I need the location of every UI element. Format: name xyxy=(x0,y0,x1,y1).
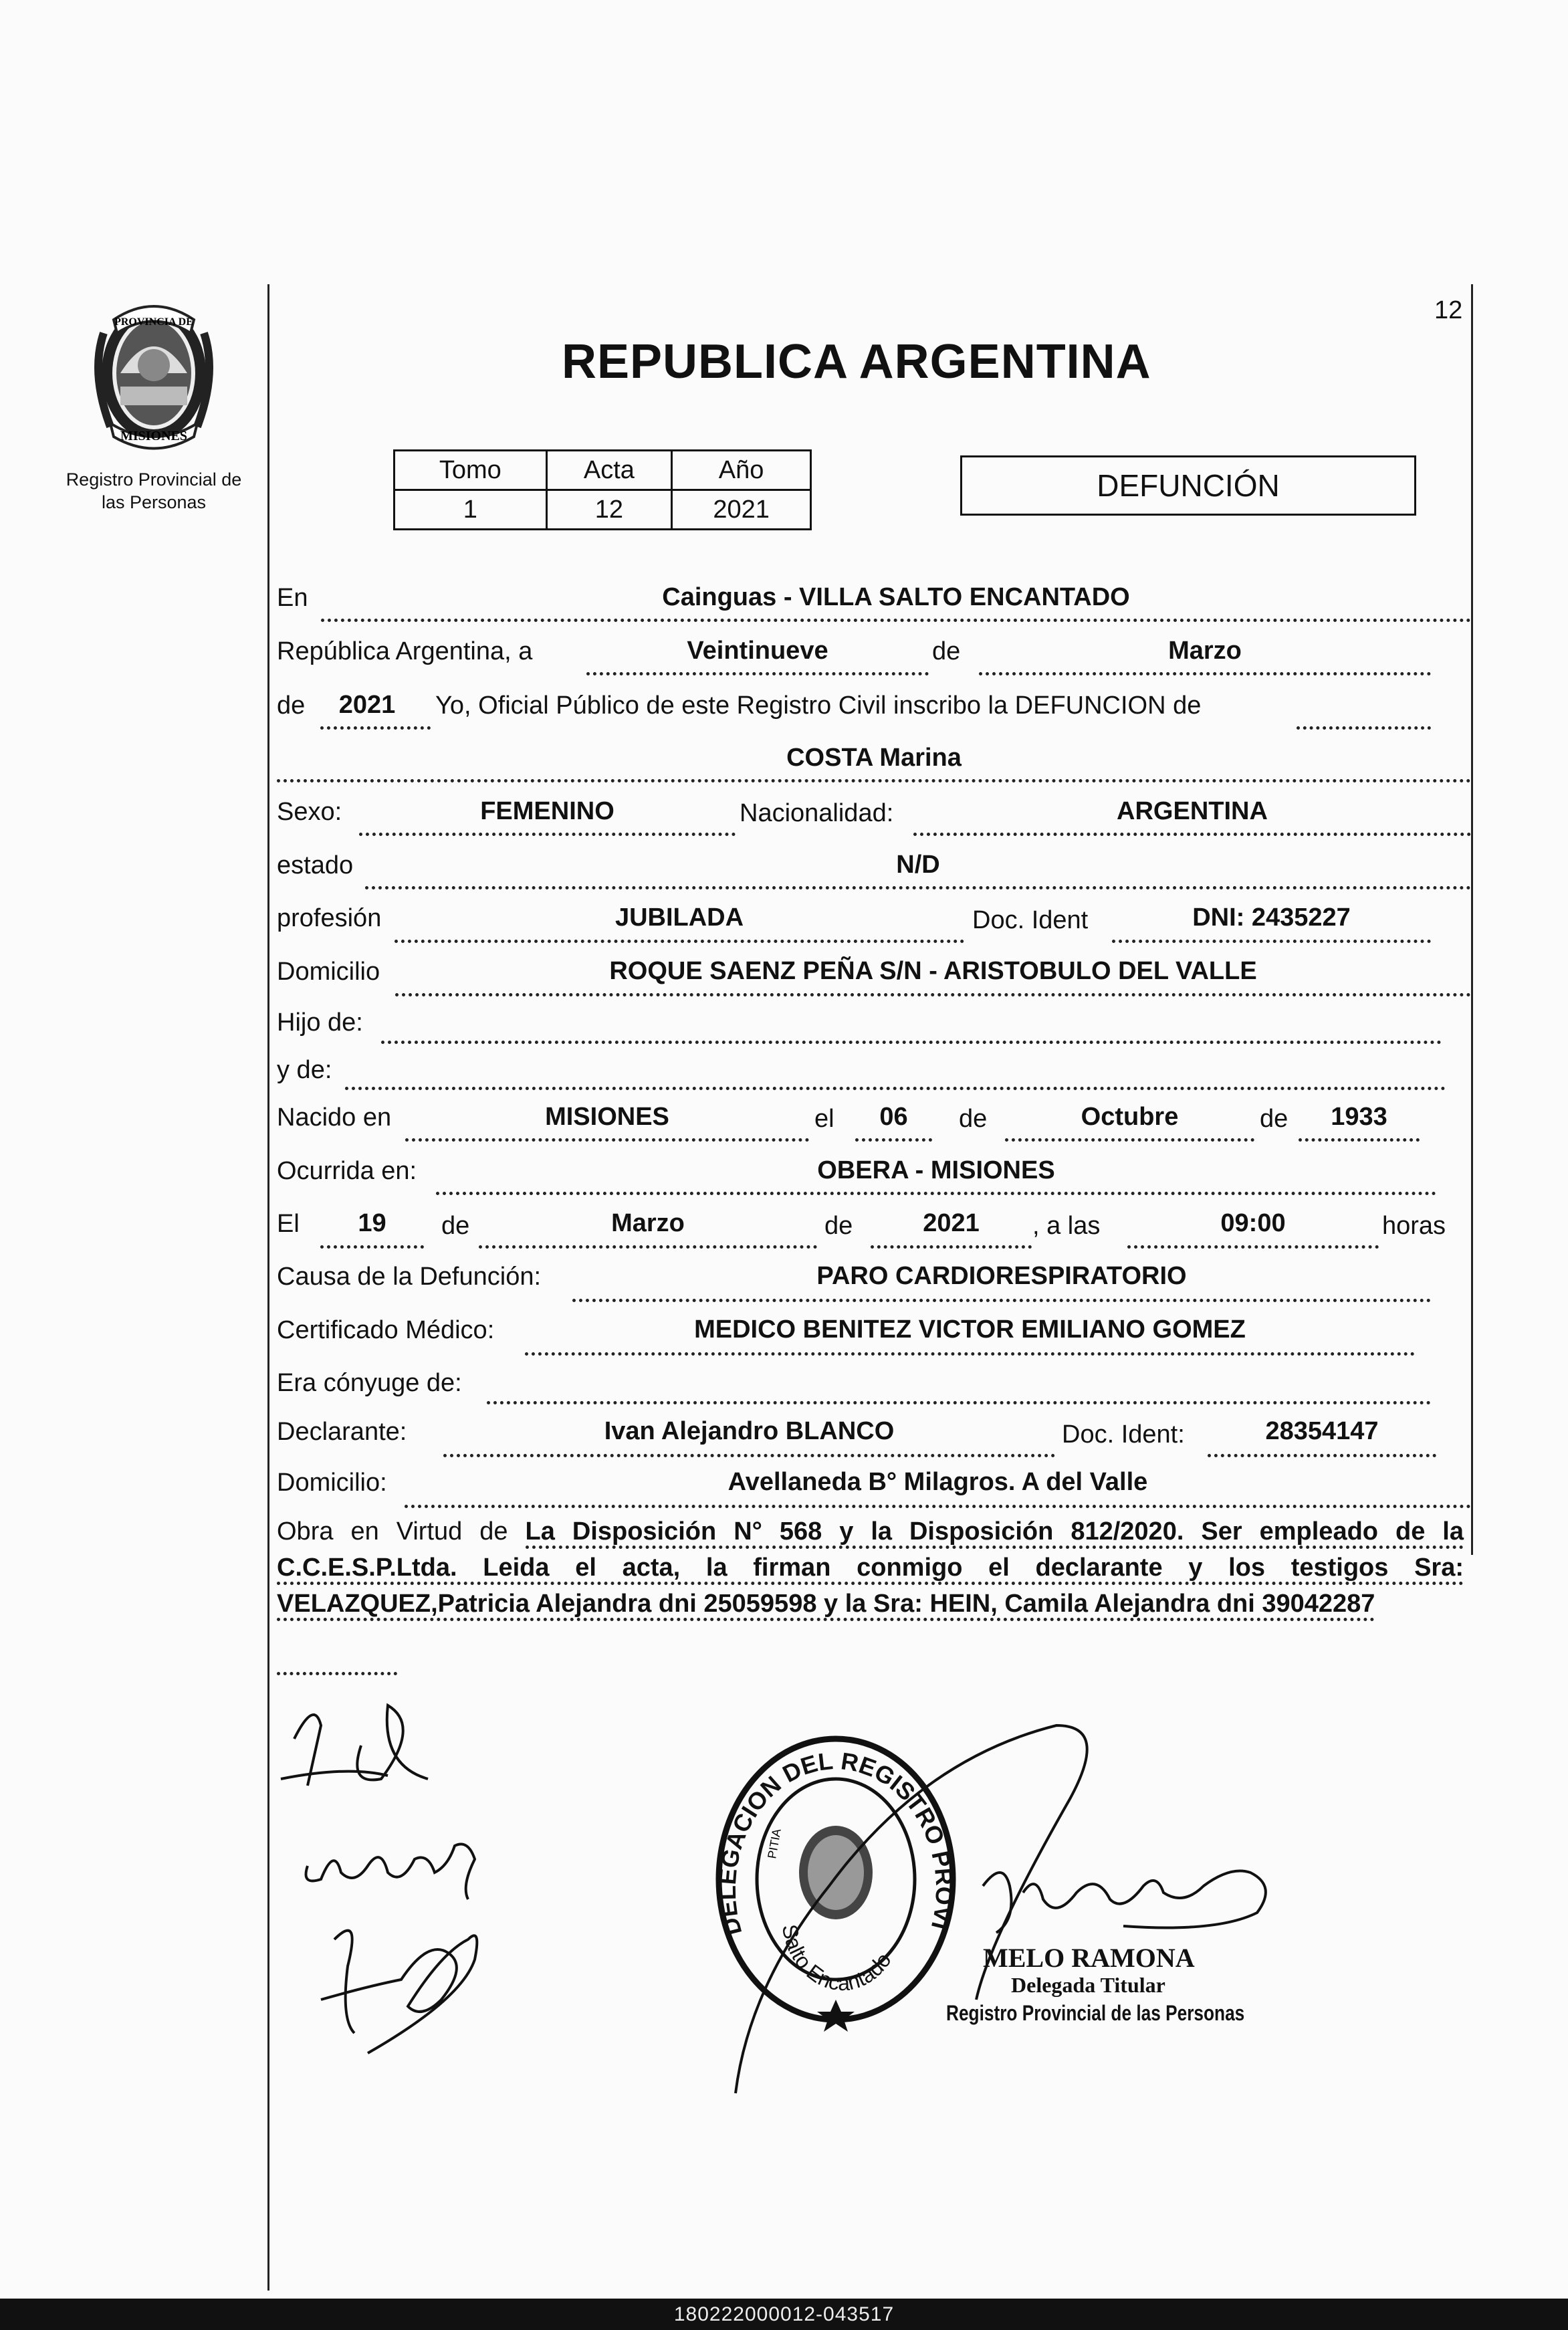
doc-value: DNI: 2435227 xyxy=(1192,904,1351,932)
y-de-dots xyxy=(345,1087,1446,1090)
stamp-inner-small: PITIA xyxy=(765,1827,784,1860)
year-dots xyxy=(320,726,431,730)
witness-signature-1 xyxy=(281,1705,428,1786)
month-dots xyxy=(979,672,1431,675)
page-title: REPUBLICA ARGENTINA xyxy=(562,335,1151,389)
declarante-label: Declarante: xyxy=(277,1418,407,1446)
nacionalidad-label: Nacionalidad: xyxy=(740,799,894,827)
obra-paragraph xyxy=(277,1513,1464,1622)
el-label: el xyxy=(814,1105,834,1133)
de-label-5: de xyxy=(824,1212,853,1240)
year-value: 2021 xyxy=(338,691,396,719)
value-tomo: 1 xyxy=(395,490,547,530)
fallec-hora-dots xyxy=(1127,1245,1379,1249)
witness-signatures xyxy=(267,1685,522,2060)
header-tomo: Tomo xyxy=(395,451,547,490)
sexo-dots xyxy=(359,833,736,836)
right-margin-line xyxy=(1471,284,1473,1555)
obra-label: Obra en Virtud de xyxy=(277,1517,508,1546)
hijo-label: Hijo de: xyxy=(277,1009,363,1037)
profesion-dots xyxy=(395,940,964,943)
en-value: Cainguas - VILLA SALTO ENCANTADO xyxy=(662,583,1130,611)
certificado-label: Certificado Médico: xyxy=(277,1316,495,1344)
fallec-anio: 2021 xyxy=(923,1209,980,1237)
sexo-value: FEMENINO xyxy=(480,797,614,825)
declarante-value: Ivan Alejandro BLANCO xyxy=(604,1417,895,1445)
de-label-1: de xyxy=(932,637,961,665)
de-label-2: de xyxy=(959,1105,988,1133)
nacido-anio: 1933 xyxy=(1331,1103,1387,1131)
causa-dots xyxy=(572,1299,1431,1302)
profesion-label: profesión xyxy=(277,904,382,932)
footer-bar xyxy=(0,2299,1568,2330)
official-office: Registro Provincial de las Personas xyxy=(946,2001,1245,2025)
conyuge-label: Era cónyuge de: xyxy=(277,1369,462,1397)
en-dots xyxy=(321,619,1471,622)
record-table xyxy=(393,449,812,530)
obra-trailing-dots xyxy=(277,1672,397,1675)
republica-label: República Argentina, a xyxy=(277,637,533,665)
day-text: Veintinueve xyxy=(687,637,828,665)
year-de-label: de xyxy=(277,692,306,720)
estado-value: N/D xyxy=(896,851,940,879)
causa-value: PARO CARDIORESPIRATORIO xyxy=(816,1262,1187,1290)
domicilio-dots xyxy=(395,993,1471,996)
value-acta: 12 xyxy=(546,490,672,530)
registry-caption-line1: Registro Provincial de xyxy=(66,469,242,490)
doc-label: Doc. Ident xyxy=(972,906,1089,934)
official-signature xyxy=(722,1719,1324,2100)
header-anio: Año xyxy=(672,451,811,490)
declarante-dots xyxy=(443,1454,1055,1457)
horas-label: horas xyxy=(1382,1212,1446,1240)
yo-text: Yo, Oficial Público de este Registro Civil inscribo la DEFUNCION de xyxy=(435,692,1202,720)
witness-signature-2 xyxy=(306,1844,475,1900)
nacido-anio-dots xyxy=(1299,1138,1420,1142)
fallec-mes-dots xyxy=(479,1245,817,1249)
nacido-mes-dots xyxy=(1005,1138,1254,1142)
decl-domicilio-label: Domicilio: xyxy=(277,1469,387,1497)
registry-caption xyxy=(40,468,267,514)
nacido-dia-dots xyxy=(855,1138,932,1142)
province-emblem-logo xyxy=(84,293,224,453)
decl-domicilio-value: Avellaneda B° Milagros. A del Valle xyxy=(727,1468,1148,1496)
header-acta: Acta xyxy=(546,451,672,490)
el-label-2: El xyxy=(277,1210,300,1238)
registry-caption-line2: las Personas xyxy=(101,492,207,512)
fallec-anio-dots xyxy=(871,1245,1032,1249)
causa-label: Causa de la Defunción: xyxy=(277,1263,542,1291)
emblem-top-text: PROVINCIA DE xyxy=(114,316,193,328)
doc-dots xyxy=(1112,940,1431,943)
estado-label: estado xyxy=(277,851,354,879)
y-de-label: y de: xyxy=(277,1056,332,1084)
ocurrida-dots xyxy=(436,1192,1436,1195)
nacido-label: Nacido en xyxy=(277,1103,392,1132)
record-type-box: DEFUNCIÓN xyxy=(960,455,1416,516)
day-dots xyxy=(586,672,929,675)
certificado-value: MEDICO BENITEZ VICTOR EMILIANO GOMEZ xyxy=(694,1315,1246,1344)
fallec-dia: 19 xyxy=(358,1209,386,1237)
name-dots xyxy=(277,779,1471,782)
profesion-value: JUBILADA xyxy=(614,904,744,932)
month-text: Marzo xyxy=(1168,637,1242,665)
nacionalidad-value: ARGENTINA xyxy=(1117,797,1268,825)
stamp-inner-text: Salto Encantado xyxy=(777,1922,896,1996)
de-label-3: de xyxy=(1260,1105,1289,1133)
official-role: Delegada Titular xyxy=(1011,1973,1165,1997)
decl-domicilio-dots xyxy=(405,1505,1471,1508)
official-name: MELO RAMONA xyxy=(983,1943,1195,1973)
deceased-name: COSTA Marina xyxy=(786,744,962,772)
nacido-dia: 06 xyxy=(879,1103,908,1131)
value-anio: 2021 xyxy=(672,490,811,530)
fallec-mes: Marzo xyxy=(611,1209,685,1237)
obra-text: La Disposición N° 568 y la Disposición 812/2020. Ser empleado de la C.C.E.S.P.Ltda. Leida el acta, la firman conmigo el declarante y los testigos Sra: VELAZQUEZ,Patricia Alejandra dni 25059598 y la Sra: HEIN, Camila Alejandra dni 39042287 xyxy=(277,1517,1464,1621)
fallec-hora: 09:00 xyxy=(1220,1209,1286,1237)
conyuge-dots xyxy=(487,1401,1431,1404)
certificado-dots xyxy=(525,1352,1415,1356)
sexo-label: Sexo: xyxy=(277,798,342,826)
decl-doc-dots xyxy=(1208,1454,1436,1457)
barcode-number: 180222000012-043517 xyxy=(673,2303,895,2325)
emblem-bottom-text: MISIONES xyxy=(120,429,188,443)
hijo-dots xyxy=(381,1041,1442,1044)
page-number: 12 xyxy=(1434,296,1463,324)
nacido-lugar-dots xyxy=(405,1138,809,1142)
ocurrida-label: Ocurrida en: xyxy=(277,1157,417,1185)
stamp-ring-text: DELEGACION DEL REGISTRO PROVI xyxy=(713,1747,959,1939)
domicilio-label: Domicilio xyxy=(277,958,380,986)
witness-signature-3 xyxy=(321,1931,477,2053)
ocurrida-value: OBERA - MISIONES xyxy=(817,1156,1055,1184)
a-las-label: , a las xyxy=(1032,1212,1101,1240)
nacionalidad-dots xyxy=(913,833,1471,836)
estado-dots xyxy=(365,886,1471,889)
nacido-lugar: MISIONES xyxy=(545,1103,669,1131)
decl-doc-label: Doc. Ident: xyxy=(1062,1420,1185,1449)
decl-doc-value: 28354147 xyxy=(1265,1417,1379,1445)
de-label-4: de xyxy=(441,1212,470,1240)
en-label: En xyxy=(277,584,308,612)
fallec-dia-dots xyxy=(320,1245,424,1249)
domicilio-value: ROQUE SAENZ PEÑA S/N - ARISTOBULO DEL VALLE xyxy=(609,957,1257,985)
nacido-mes: Octubre xyxy=(1081,1103,1179,1131)
yo-trailing-dots xyxy=(1297,726,1431,730)
